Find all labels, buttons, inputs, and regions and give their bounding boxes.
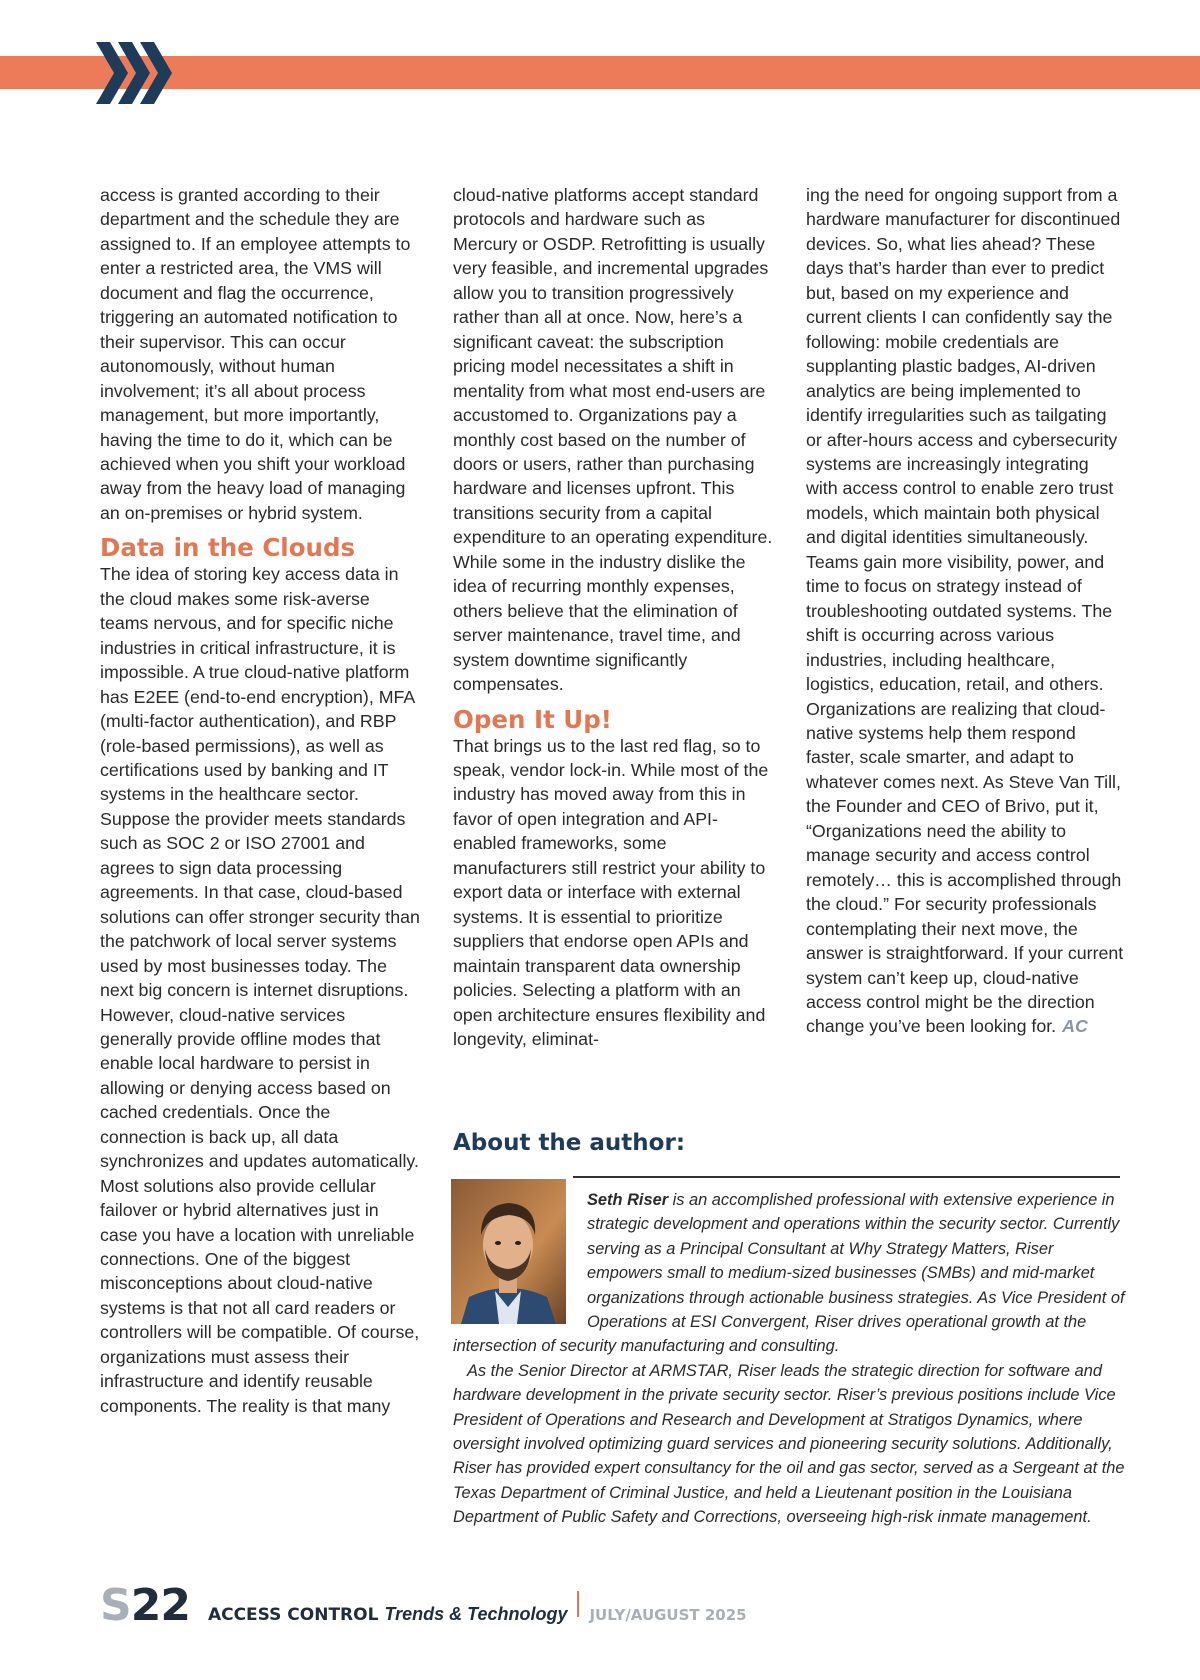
column3-text: ing the need for ongoing support from a hardware manufacturer for discontinued devices. So, what lies ahead? These days that’s harder than ever to predict but, based on my experience and current clients I can confidently say the following: mobile credentials are supplanting plastic badges, AI-driven analytics are being implemented to identify irregularities such as tailgating or after-hours access and cybersecurity systems are increasingly integrating with access control to enable zero trust models, which maintain both physical and digital identities simultaneously. Teams gain more visibility, power, and time to focus on strategy instead of troubleshooting outdated systems. The shift is occurring across various industries, including healthcare, logistics, education, retail, and others. Organizations are realizing that cloud-native systems help them respond faster, scale smarter, and adapt to whatever comes next. As Steve Van Till, the Founder and CEO of Brivo, put it, “Organizations need the ability to manage security and access control remotely… this is accomplished through the cloud.” For security professionals contemplating their next move, the answer is straightforward. If your current system can’t keep up, cloud-native access control might be the direction change you’ve been looking for. (806, 185, 1124, 1037)
section-heading-data-in-the-clouds: Data in the Clouds (100, 533, 356, 563)
article-end-mark: AC (1062, 1016, 1088, 1037)
bio-text-1: is an accomplished professional with extensive experience in strategic development and operations within the security sector. Currently serving as a Principal Consultant at Why Strategy Matters, Riser empowers small to medium-sized businesses (SMBs) and mid-market organizations through actionable business strategies. As Vice President of Operations at ESI Convergent, Riser drives operational growth at the intersection of security manufacturing and consulting. (453, 1191, 1125, 1356)
about-author-heading: About the author: (453, 1130, 686, 1156)
section-heading-open-it-up: Open It Up! (453, 704, 612, 734)
page-prefix: S (100, 1580, 131, 1631)
column2-paragraph-1: cloud-native platforms accept standard protocols and hardware such as Mercury or OSDP. Retrofitting is usually very feasible, and incremental upgrades allow you to transition progressively rather than all at once. Now, here’s a significant caveat: the subscription pricing model necessitates a shift in mentality from what most end-users are accustomed to. Organizations pay a monthly cost based on the number of doors or users, rather than purchasing hardware and licenses upfront. This transitions security from a capital expenditure to an operating expenditure. While some in the industry dislike the idea of recurring monthly expenses, others believe that the elimination of server maintenance, travel time, and system downtime significantly compensates. (453, 185, 773, 695)
page-footer (100, 1580, 747, 1631)
publication-name: ACCESS CONTROL (207, 1605, 379, 1625)
column3-paragraph-1 (806, 183, 1124, 1039)
author-name: Seth Riser (587, 1191, 669, 1209)
author-bio (453, 1188, 1128, 1530)
bio-paragraph-2: As the Senior Director at ARMSTAR, Riser leads the strategic direction for software and hardware development in the private security sector. Riser’s previous positions include Vice President of Operations and Research and Development at Stratigos Dynamics, where oversight involved optimizing guard services and pioneering security solutions. Additionally, Riser has provided expert consultancy for the oil and gas sector, served as a Sergeant at the Texas Department of Criminal Justice, and held a Lieutenant position in the Louisiana Department of Public Safety and Corrections, overseeing high-risk inmate management. (453, 1361, 1125, 1527)
publication-tagline: Trends & Technology (384, 1604, 568, 1624)
portrait-spacer (453, 1188, 587, 1332)
issue-date: JULY/AUGUST 2025 (589, 1606, 747, 1624)
header-accent-bar (0, 56, 1200, 89)
footer-separator (577, 1591, 579, 1617)
article-column-2 (453, 183, 773, 1051)
article-column-3 (806, 183, 1124, 1039)
column1-paragraph-2: The idea of storing key access data in the cloud makes some risk-averse teams nervous, and for specific niche industries in critical infrastructure, it is impossible. A true cloud-native platform has E2EE (end-to-end encryption), MFA (multi-factor authentication), and RBP (role-based permissions), as well as certifications used by banking and IT systems in the healthcare sector. Suppose the provider meets standards such as SOC 2 or ISO 27001 and agrees to sign data processing agreements. In that case, cloud-based solutions can offer stronger security than the patchwork of local server systems used by most businesses today. The next big concern is internet disruptions. However, cloud-native services generally provide offline modes that enable local hardware to persist in allowing or denying access based on cached credentials. Once the connection is back up, all data synchronizes and updates automatically. Most solutions also provide cellular failover or hybrid alternatives just in case you have a location with unreliable connections. One of the biggest misconceptions about cloud-native systems is that not all card readers or controllers will be compatible. Of course, organizations must assess their infrastructure and identify reusable components. The reality is that many (100, 564, 420, 1416)
about-divider (573, 1176, 1120, 1178)
column2-paragraph-2: That brings us to the last red flag, so to speak, vendor lock-in. While most of the industry has moved away from this in favor of open integration and API-enabled frameworks, some manufacturers still restrict your ability to export data or interface with external systems. It is essential to prioritize suppliers that endorse open APIs and maintain transparent data ownership policies. Selecting a platform with an open architecture ensures flexibility and longevity, eliminat- (453, 735, 769, 1049)
column1-paragraph-1: access is granted according to their department and the schedule they are assigned to. If an employee attempts to enter a restricted area, the VMS will document and flag the occurrence, triggering an automated notification to their supervisor. This can occur autonomously, without human involvement; it’s all about process management, but more importantly, having the time to do it, which can be achieved when you shift your workload away from the heavy load of managing an on-premises or hybrid system. (100, 185, 411, 523)
article-column-1 (100, 183, 420, 1418)
page-number: 22 (130, 1580, 190, 1631)
chevron-arrows-icon (96, 38, 176, 108)
